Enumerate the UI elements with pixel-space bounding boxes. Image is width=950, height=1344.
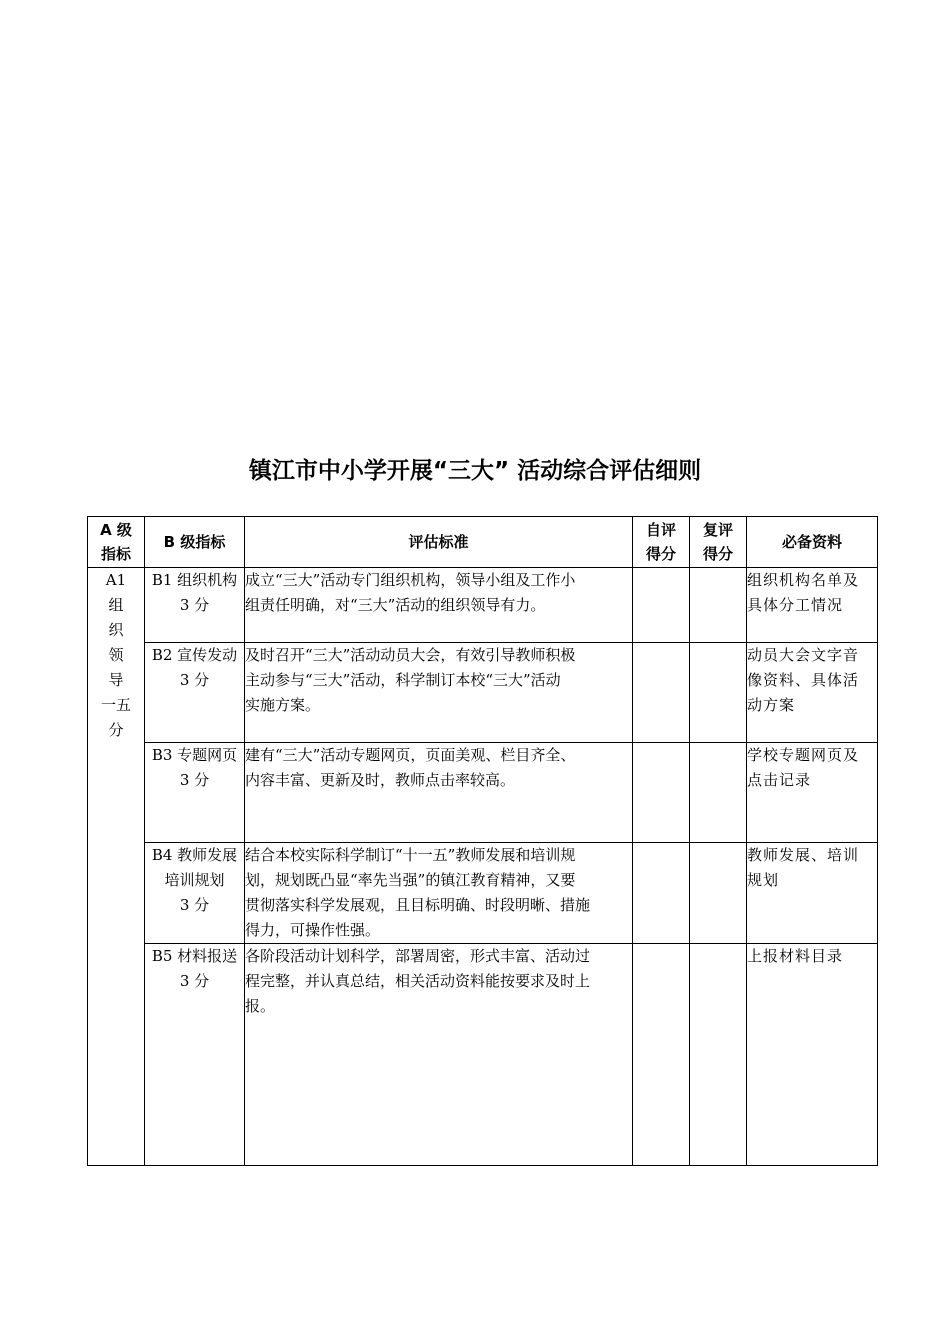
materials-line: 组织机构名单及 [747, 571, 860, 589]
b-indicator-cell [145, 843, 245, 944]
a1-indicator-cell [88, 568, 145, 1166]
b-indicator-cell [145, 643, 245, 743]
a1-line: 导 [108, 671, 124, 689]
header-self-score-line: 得分 [645, 545, 676, 563]
review-score-cell[interactable] [690, 643, 747, 743]
criteria-cell [245, 743, 633, 843]
b-indicator-line: B3 专题网页 [151, 746, 238, 764]
table-header-row [88, 517, 878, 568]
a1-line: 组 [108, 596, 124, 614]
review-score-cell[interactable] [690, 743, 747, 843]
materials-line: 动方案 [747, 696, 796, 714]
criteria-line: 建有“三大”活动专题网页，页面美观、栏目齐全、 [245, 746, 576, 764]
a1-line: 分 [108, 721, 124, 739]
materials-line: 具体分工情况 [747, 596, 844, 614]
criteria-line: 得力，可操作性强。 [245, 921, 381, 939]
header-review-score-line: 得分 [702, 545, 733, 563]
b-indicator-cell [145, 743, 245, 843]
materials-cell [747, 843, 878, 944]
criteria-line: 组责任明确，对“三大”活动的组织领导有力。 [245, 596, 546, 614]
b-indicator-line: 3 分 [179, 972, 210, 990]
criteria-line: 及时召开“三大”活动动员大会，有效引导教师积极 [245, 646, 576, 664]
criteria-line: 成立“三大”活动专门组织机构，领导小组及工作小 [245, 571, 576, 589]
criteria-line: 贯彻落实科学发展观，且目标明确、时段明晰、措施 [245, 896, 591, 914]
materials-cell [747, 743, 878, 843]
b-indicator-line: B1 组织机构 [151, 571, 238, 589]
criteria-line: 划，规划既凸显“率先当强”的镇江教育精神，又要 [245, 871, 576, 889]
self-score-cell[interactable] [633, 568, 690, 643]
header-criteria: 评估标准 [245, 517, 633, 568]
criteria-line: 主动参与“三大”活动，科学制订本校“三大”活动 [245, 671, 561, 689]
header-review-score [690, 517, 747, 568]
header-a-level-line: A 级 [100, 521, 132, 539]
header-b-level: B 级指标 [145, 517, 245, 568]
criteria-line: 程完整，并认真总结，相关活动资料能按要求及时上 [245, 972, 591, 990]
criteria-cell [245, 643, 633, 743]
b-indicator-line: B4 教师发展 [151, 846, 238, 864]
criteria-line: 内容丰富、更新及时，教师点击率较高。 [245, 771, 516, 789]
header-review-score-line: 复评 [702, 521, 733, 539]
materials-cell [747, 568, 878, 643]
materials-line: 点击记录 [747, 771, 812, 789]
a1-line: A1 [105, 571, 127, 589]
b-indicator-cell [145, 568, 245, 643]
materials-line: 规划 [747, 871, 780, 889]
page-title: 镇江市中小学开展“三大” 活动综合评估细则 [248, 458, 702, 484]
criteria-line: 实施方案。 [245, 696, 321, 714]
review-score-cell[interactable] [690, 944, 747, 1166]
header-a-level-line: 指标 [100, 545, 131, 563]
materials-line: 上报材料目录 [747, 947, 844, 965]
criteria-line: 各阶段活动计划科学，部署周密，形式丰富、活动过 [245, 947, 591, 965]
materials-cell [747, 643, 878, 743]
a1-line: 一五 [100, 696, 131, 714]
materials-line: 像资料、具体活 [747, 671, 860, 689]
self-score-cell[interactable] [633, 843, 690, 944]
criteria-cell [245, 944, 633, 1166]
criteria-line: 结合本校实际科学制订“十一五”教师发展和培训规 [245, 846, 576, 864]
materials-line: 学校专题网页及 [747, 746, 860, 764]
materials-line: 教师发展、培训 [747, 846, 860, 864]
b-indicator-line: 3 分 [179, 771, 210, 789]
header-materials: 必备资料 [747, 517, 878, 568]
review-score-cell[interactable] [690, 568, 747, 643]
header-a-level [88, 517, 145, 568]
table-row [88, 843, 878, 944]
evaluation-table [87, 516, 878, 1166]
criteria-cell [245, 568, 633, 643]
b-indicator-line: 3 分 [179, 671, 210, 689]
b-indicator-line: B2 宣传发动 [151, 646, 238, 664]
criteria-line: 报。 [245, 997, 276, 1015]
review-score-cell[interactable] [690, 843, 747, 944]
materials-line: 动员大会文字音 [747, 646, 860, 664]
header-self-score-line: 自评 [645, 521, 676, 539]
b-indicator-line: 培训规划 [164, 871, 225, 889]
b-indicator-line: 3 分 [179, 596, 210, 614]
self-score-cell[interactable] [633, 643, 690, 743]
b-indicator-line: 3 分 [179, 896, 210, 914]
header-self-score [633, 517, 690, 568]
table-row [88, 743, 878, 843]
table-row [88, 643, 878, 743]
b-indicator-line: B5 材料报送 [151, 947, 238, 965]
a1-line: 织 [108, 621, 124, 639]
table-row [88, 944, 878, 1166]
table-row [88, 568, 878, 643]
self-score-cell[interactable] [633, 944, 690, 1166]
materials-cell [747, 944, 878, 1166]
b-indicator-cell [145, 944, 245, 1166]
self-score-cell[interactable] [633, 743, 690, 843]
criteria-cell [245, 843, 633, 944]
a1-line: 领 [108, 646, 124, 664]
